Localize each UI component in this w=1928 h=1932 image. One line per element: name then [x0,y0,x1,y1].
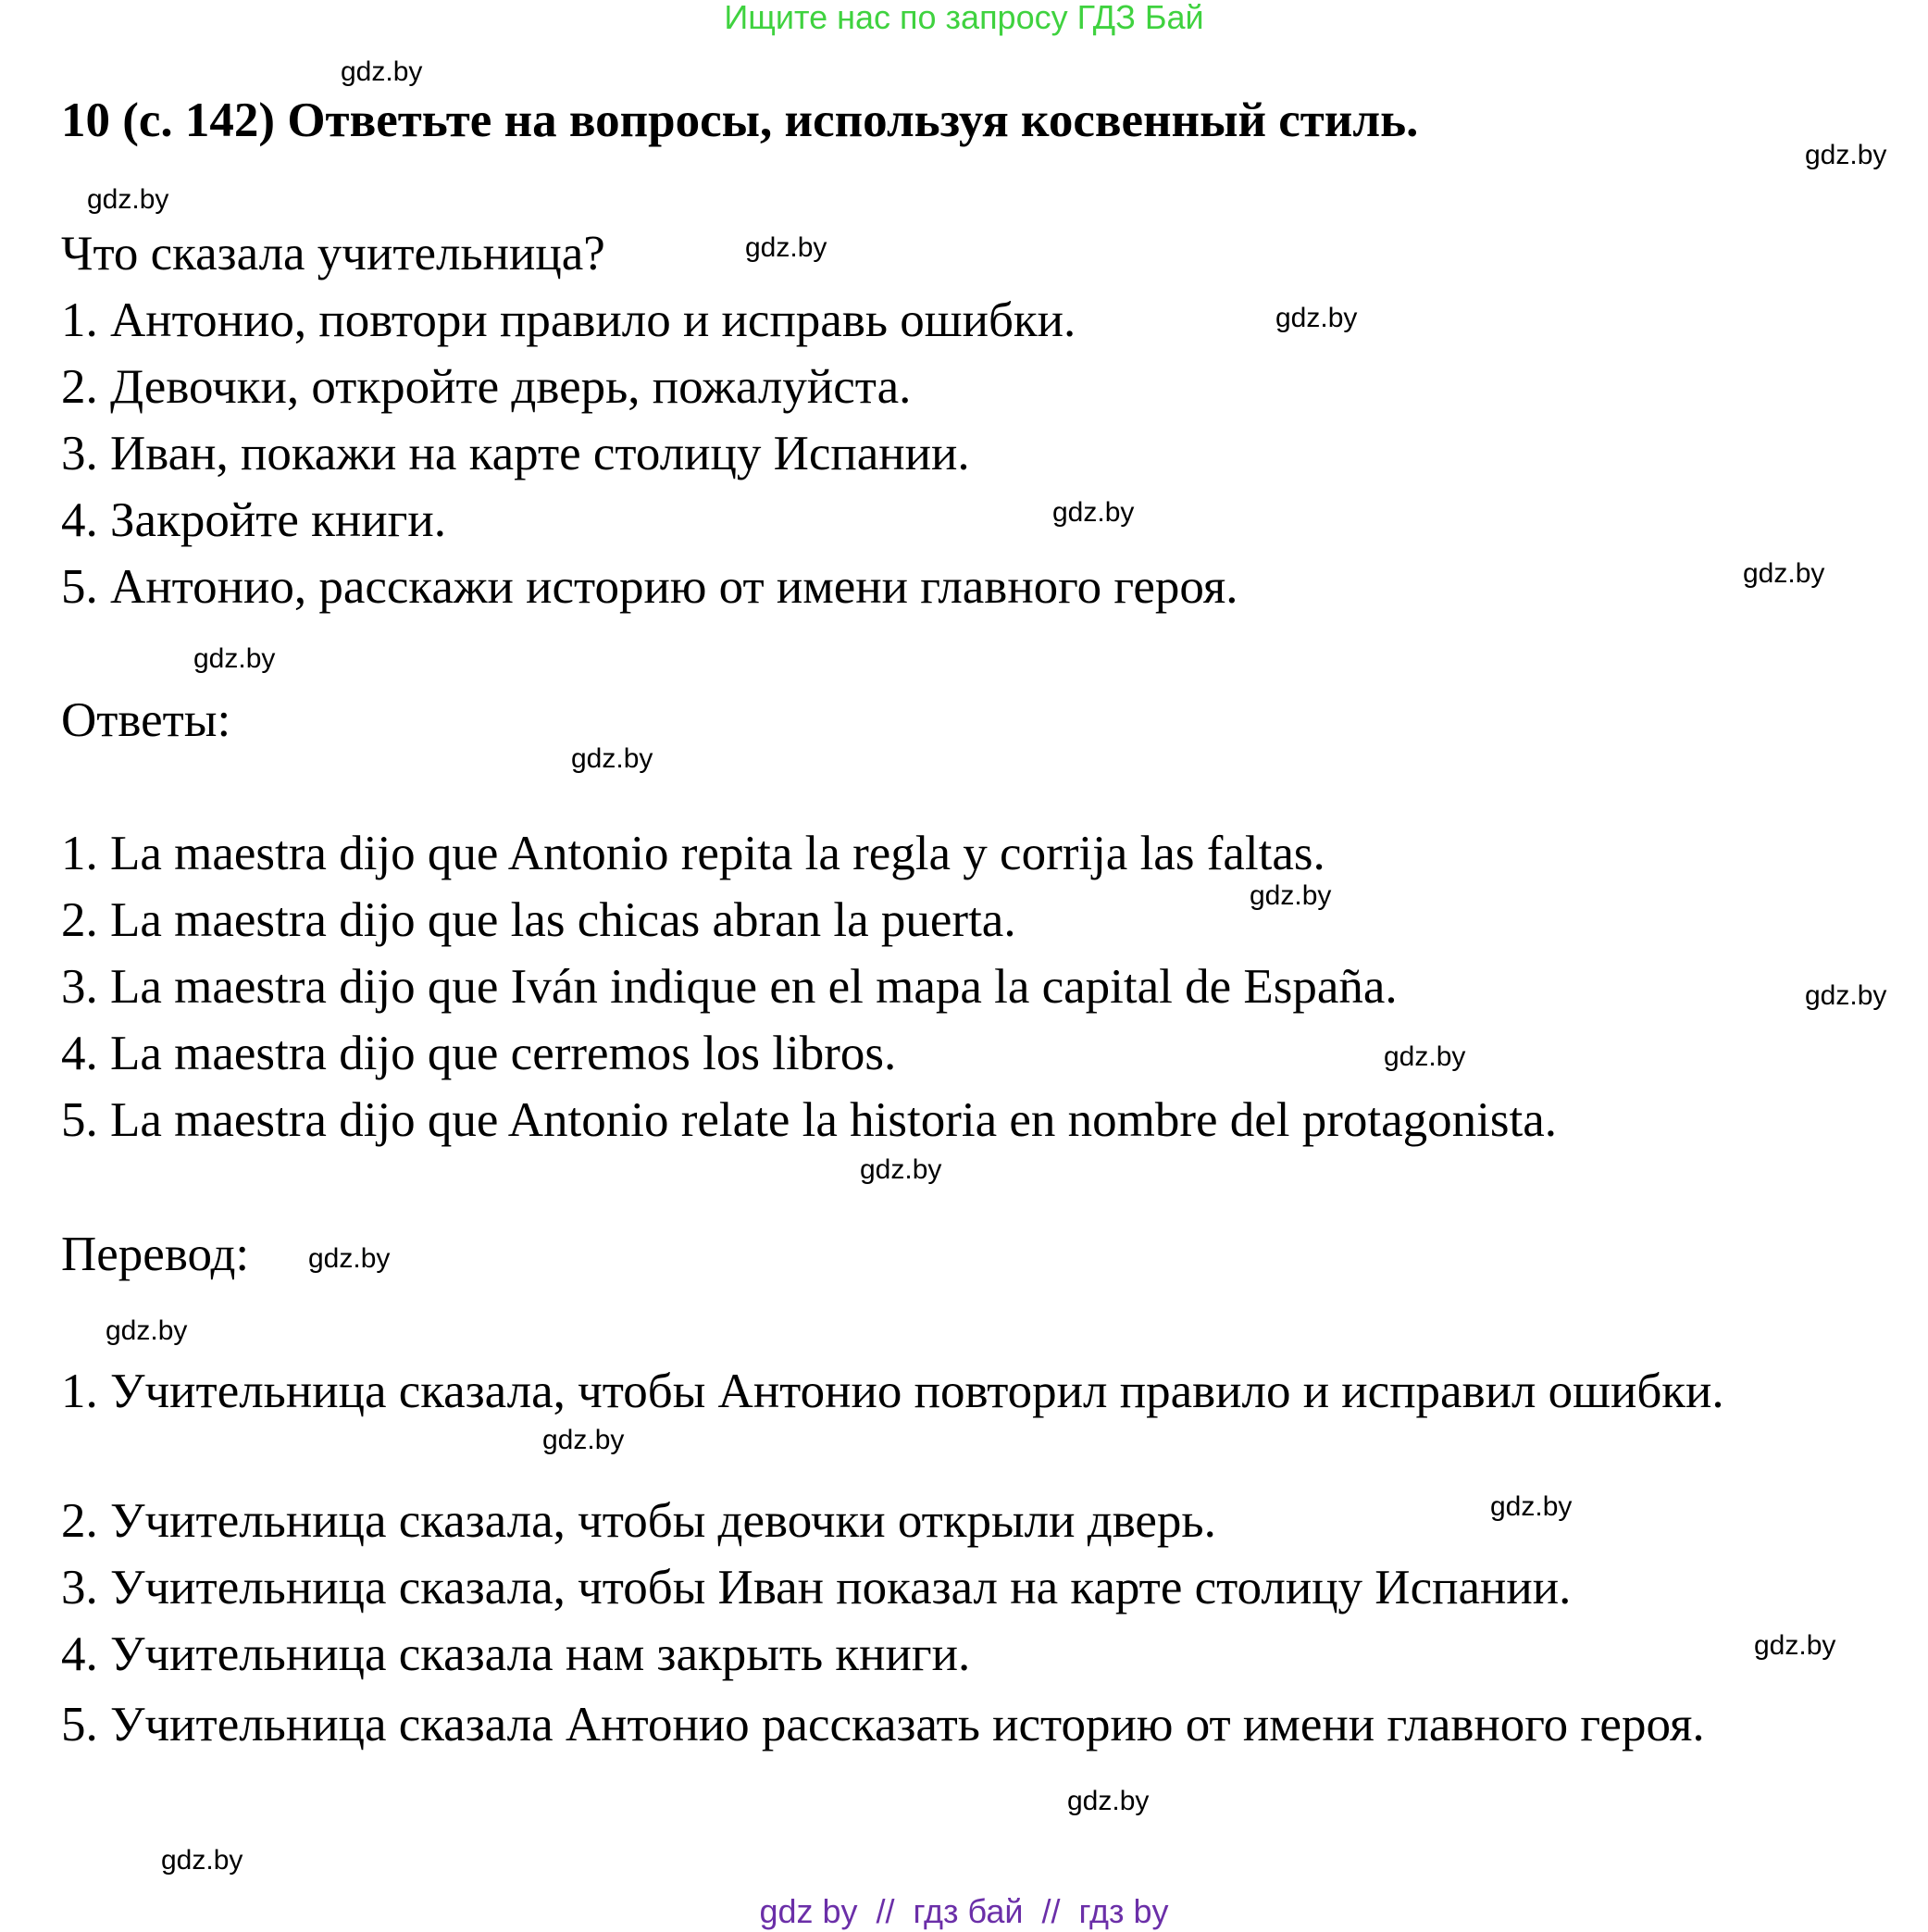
question-item-2: 2. Девочки, откройте дверь, пожалуйста. [61,360,912,414]
watermark: gdz.by [1250,880,1332,911]
watermark: gdz.by [341,56,423,87]
watermark: gdz.by [860,1154,942,1185]
question-item-3: 3. Иван, покажи на карте столицу Испании. [61,427,970,480]
exercise-title: 10 (с. 142) Ответьте на вопросы, используя косвенный стиль. [61,93,1419,147]
answer-item-3: 3. La maestra dijo que Iván indique en el mapa la capital de España. [61,960,1398,1014]
watermark: gdz.by [308,1243,391,1274]
watermark: gdz.by [1754,1630,1836,1661]
top-banner: Ищите нас по запросу ГДЗ Бай [724,0,1204,36]
watermark: gdz.by [1384,1041,1466,1072]
question-item-5: 5. Антонио, расскажи историю от имени главного героя. [61,560,1238,614]
translation-item-1: 1. Учительница сказала, чтобы Антонио повторил правило и исправил ошибки. [61,1365,1724,1418]
answer-item-5: 5. La maestra dijo que Antonio relate la historia en nombre del protagonista. [61,1093,1558,1147]
watermark: gdz.by [1275,303,1358,333]
watermark: gdz.by [1052,497,1135,528]
watermark: gdz.by [1805,140,1887,170]
watermark: gdz.by [87,184,169,215]
watermark: gdz.by [745,232,827,263]
watermark: gdz.by [571,743,653,774]
answers-heading: Ответы: [61,693,231,747]
answer-item-2: 2. La maestra dijo que las chicas abran la puerta. [61,893,1016,947]
translation-item-4: 4. Учительница сказала нам закрыть книги. [61,1627,971,1681]
bottom-banner: gdz by // гдз бай // гдз by [759,1892,1169,1930]
watermark: gdz.by [161,1845,243,1876]
answer-item-1: 1. La maestra dijo que Antonio repita la regla y corrija las faltas. [61,827,1325,880]
watermark: gdz.by [193,643,276,674]
question-item-4: 4. Закройте книги. [61,493,446,547]
answer-item-4: 4. La maestra dijo que cerremos los libros. [61,1027,897,1080]
watermark: gdz.by [1067,1786,1150,1816]
translation-item-5: 5. Учительница сказала Антонио рассказать историю от имени главного героя. [61,1698,1705,1751]
watermark: gdz.by [1805,980,1887,1011]
watermark: gdz.by [1743,558,1825,589]
translation-item-3: 3. Учительница сказала, чтобы Иван показал на карте столицу Испании. [61,1561,1572,1614]
watermark: gdz.by [106,1315,188,1346]
watermark: gdz.by [542,1425,625,1455]
watermark: gdz.by [1490,1491,1573,1522]
question-item-1: 1. Антонио, повтори правило и исправь ошибки. [61,293,1076,347]
translation-heading: Перевод: [61,1228,250,1281]
question-heading: Что сказала учительница? [61,227,605,280]
translation-item-2: 2. Учительница сказала, чтобы девочки открыли дверь. [61,1494,1216,1548]
